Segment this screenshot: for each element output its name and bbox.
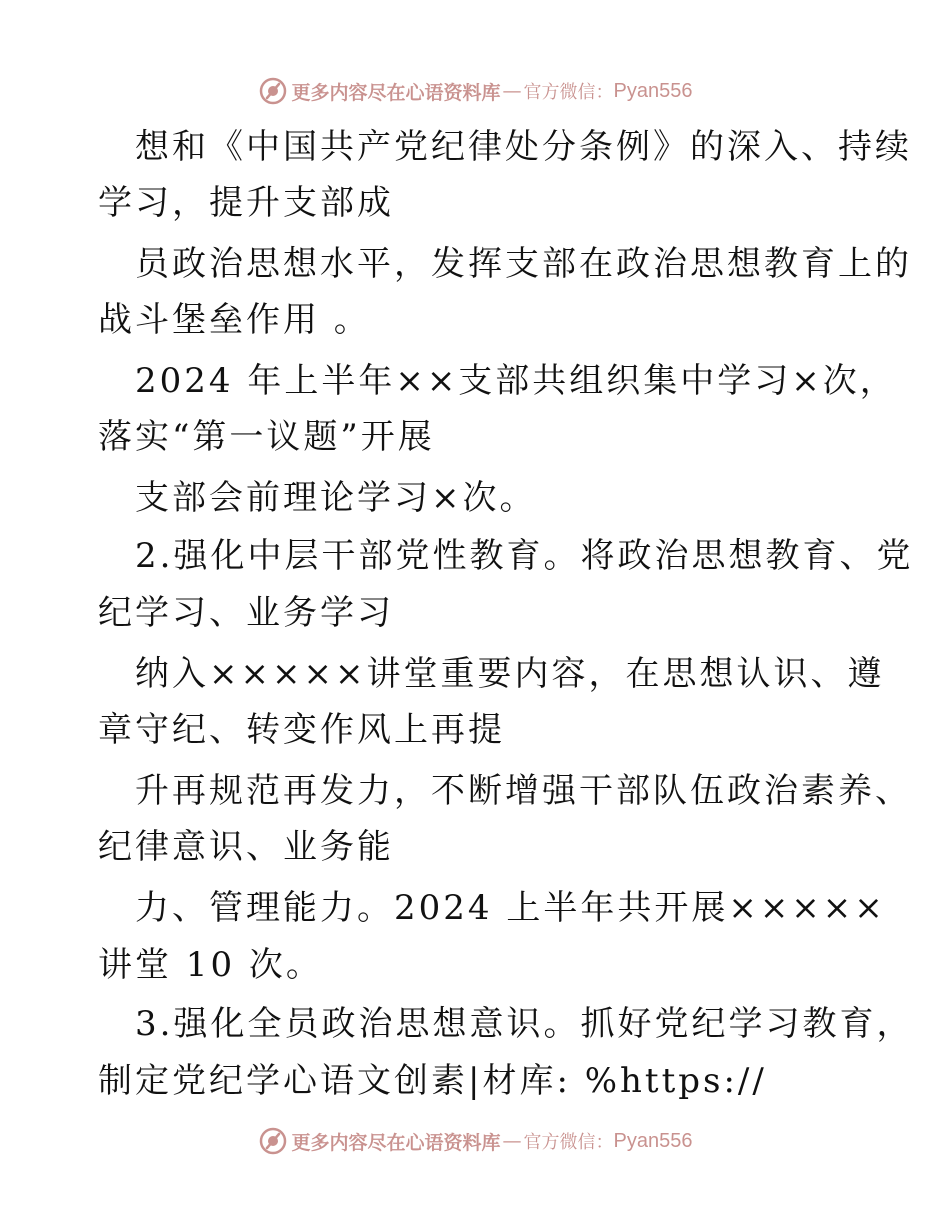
watermark-text: 更多内容尽在心语资料库 (291, 81, 501, 104)
header-watermark (0, 74, 950, 108)
paragraph-line: 章守纪、转变作风上再提 (98, 710, 505, 750)
watermark-wechat-id: Pyan556 (613, 79, 693, 102)
paragraph-line: 2024 年上半年××支部共组织集中学习×次， (135, 361, 897, 401)
watermark-separator: — (502, 80, 522, 102)
footer-watermark (0, 1124, 950, 1158)
paragraph-line: 讲堂 10 次。 (98, 945, 323, 985)
paragraph-line: 想和《中国共产党纪律处分条例》的深入、持续 (135, 127, 912, 167)
paragraph-line: 战斗堡垒作用 。 (98, 300, 371, 340)
brand-logo-icon (258, 76, 288, 106)
paragraph-line: 纳入×××××讲堂重要内容，在思想认识、遵 (135, 654, 885, 694)
paragraph-line: 员政治思想水平，发挥支部在政治思想教育上的 (135, 244, 912, 284)
watermark-official-label: 官方微信： (523, 1132, 614, 1153)
paragraph-line: 3.强化全员政治思想意识。抓好党纪学习教育， (135, 1004, 914, 1044)
paragraph-line: 纪学习、业务学习 (98, 593, 394, 633)
paragraph-line: 纪律意识、业务能 (98, 827, 394, 867)
paragraph-line: 升再规范再发力，不断增强干部队伍政治素养、 (135, 771, 912, 811)
paragraph-line: 制定党纪学心语文创素|材库: %https:// (98, 1061, 767, 1101)
paragraph-line: 2.强化中层干部党性教育。将政治思想教育、党 (135, 536, 914, 576)
watermark-wechat-id: Pyan556 (613, 1129, 693, 1152)
brand-logo-icon (258, 1126, 288, 1156)
watermark-text: 更多内容尽在心语资料库 (291, 1131, 501, 1154)
paragraph-line: 支部会前理论学习×次。 (135, 478, 537, 518)
watermark-official-label: 官方微信： (523, 82, 614, 103)
paragraph-line: 学习，提升支部成 (98, 183, 394, 223)
watermark-separator: — (502, 1130, 522, 1152)
paragraph-line: 力、管理能力。2024 上半年共开展××××× (135, 888, 886, 928)
paragraph-line: 落实“第一议题”开展 (98, 417, 435, 457)
